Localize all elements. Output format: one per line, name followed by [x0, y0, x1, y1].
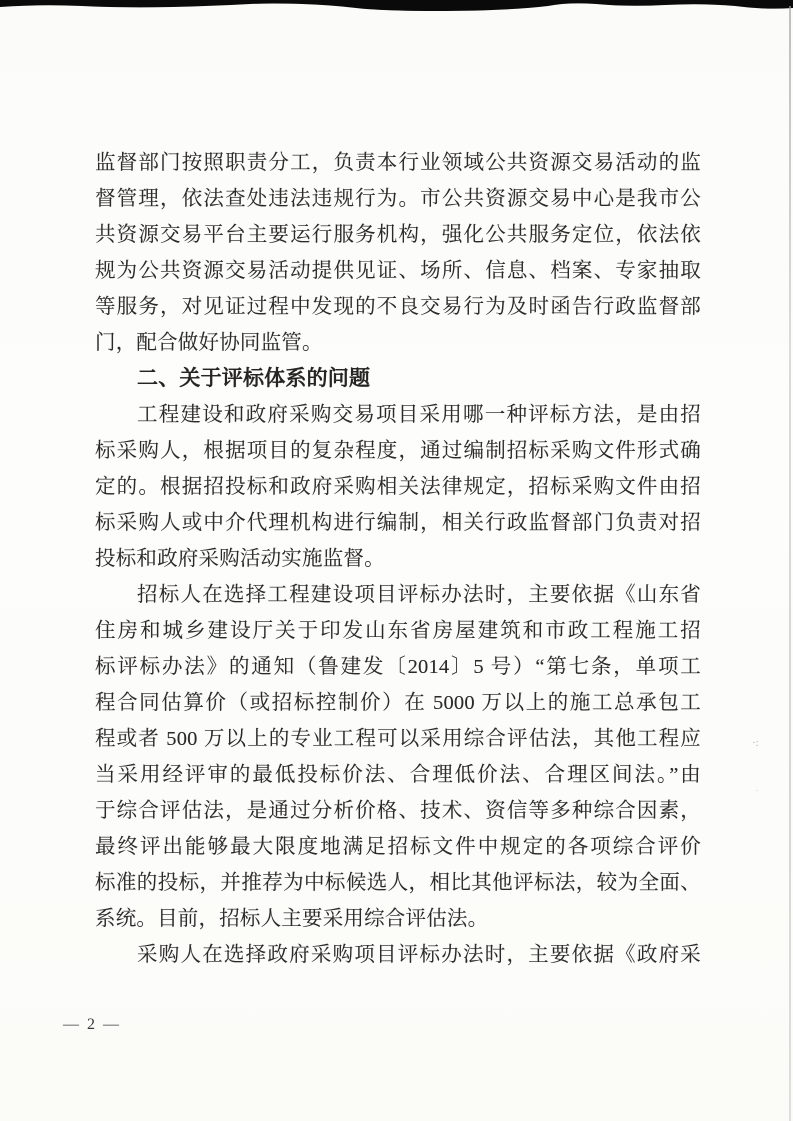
- text-line: 系统。目前，招标人主要采用综合评估法。: [95, 908, 489, 930]
- document-body: [95, 145, 701, 973]
- text-line: 住房和城乡建设厅关于印发山东省房屋建筑和市政工程施工招: [95, 620, 701, 642]
- text-line: 督管理，依法查处违法违规行为。市公共资源交易中心是我市公: [95, 188, 701, 210]
- text-line: 定的。根据招投标和政府采购相关法律规定，招标采购文件由招: [95, 476, 701, 498]
- text-line: 招标人在选择工程建设项目评标办法时，主要依据《山东省: [137, 584, 701, 606]
- text-line: 当采用经评审的最低投标价法、合理低价法、合理区间法。”由: [95, 764, 701, 786]
- text-line: 标评标办法》的通知（鲁建发〔2014〕5 号）“第七条，单项工: [95, 656, 701, 678]
- text-line: 程或者 500 万以上的专业工程可以采用综合评估法，其他工程应: [95, 728, 701, 750]
- text-line: 采购人在选择政府采购项目评标办法时，主要依据《政府采: [137, 944, 701, 966]
- text-line: 于综合评估法，是通过分析价格、技术、资信等多种综合因素，: [95, 800, 701, 822]
- text-line: 门，配合做好协同监管。: [95, 332, 323, 354]
- text-line: 投标和政府采购活动实施监督。: [95, 548, 385, 570]
- scan-artifact: ·:: [752, 737, 759, 749]
- section-heading: 二、关于评标体系的问题: [137, 367, 371, 390]
- page-number: — 2 —: [63, 1016, 121, 1033]
- scan-edge-artifact-right: [789, 6, 791, 1121]
- text-line: 等服务，对见证过程中发现的不良交易行为及时函告行政监督部: [95, 296, 701, 318]
- text-line: 标准的投标，并推荐为中标候选人，相比其他评标法，较为全面、: [95, 872, 701, 894]
- text-line: 标采购人或中介代理机构进行编制，相关行政监督部门负责对招: [95, 512, 701, 534]
- text-line: 标采购人，根据项目的复杂程度，通过编制招标采购文件形式确: [95, 440, 701, 462]
- text-line: 最终评出能够最大限度地满足招标文件中规定的各项综合评价: [95, 836, 701, 858]
- text-line: 共资源交易平台主要运行服务机构，强化公共服务定位，依法依: [95, 224, 701, 246]
- text-line: 监督部门按照职责分工，负责本行业领域公共资源交易活动的监: [95, 152, 701, 174]
- text-line: 程合同估算价（或招标控制价）在 5000 万以上的施工总承包工: [95, 692, 701, 714]
- text-line: 工程建设和政府采购交易项目采用哪一种评标方法，是由招: [137, 404, 701, 426]
- text-line: 规为公共资源交易活动提供见证、场所、信息、档案、专家抽取: [95, 260, 701, 282]
- scan-artifact: ·: [755, 785, 759, 797]
